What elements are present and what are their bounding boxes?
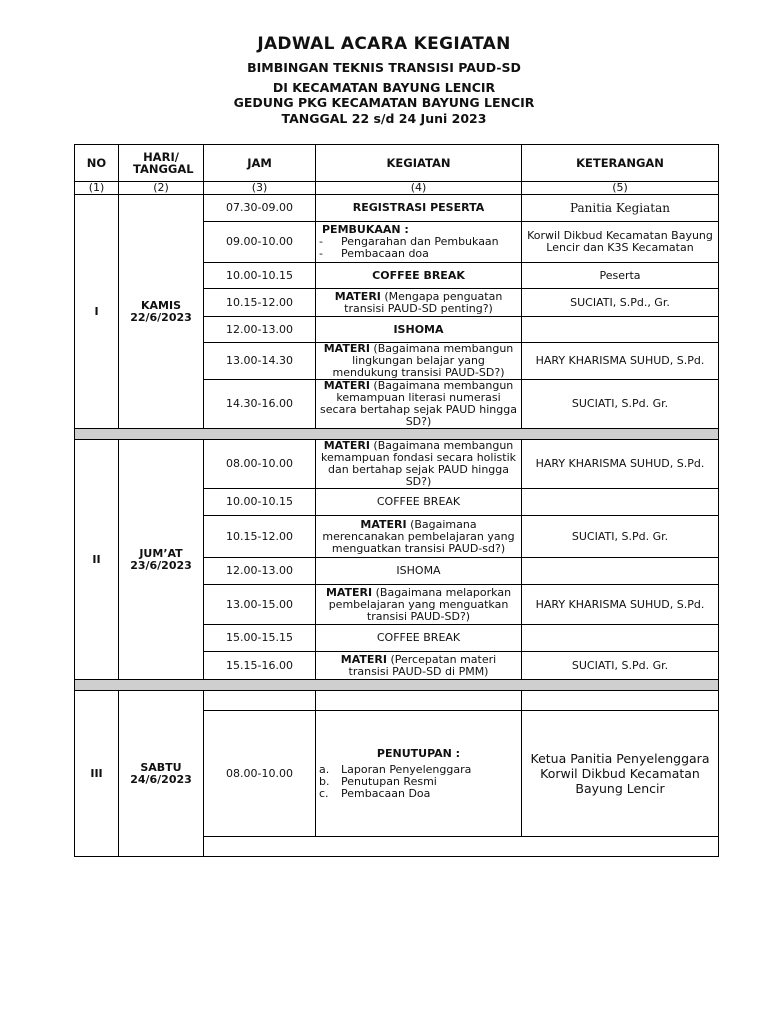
note-cell: SUCIATI, S.Pd. Gr.: [522, 516, 719, 558]
day-number: I: [75, 195, 119, 429]
activity-text: (Bagaimana membangun lingkungan belajar yang mendukung transisi PAUD-SD?): [332, 342, 514, 379]
column-number: (4): [316, 182, 522, 195]
day-separator: [75, 429, 719, 440]
activity-cell: [316, 516, 522, 558]
activity-title: MATERI: [323, 379, 370, 392]
time-cell: 08.00-10.00: [204, 711, 316, 837]
list-text: Pembacaan Doa: [341, 786, 431, 800]
note-cell: Panitia Kegiatan: [522, 195, 719, 222]
activity-text: (Bagaimana melaporkan pembelajaran yang menguatkan transisi PAUD-SD?): [328, 585, 512, 623]
column-header: HARI/ TANGGAL: [119, 145, 204, 182]
schedule-table: [74, 144, 719, 857]
day-name: JUM’AT: [139, 546, 183, 560]
subtitle-line: TANGGAL 22 s/d 24 Juni 2023: [281, 111, 487, 126]
activity-list: [319, 236, 518, 260]
table-row: [75, 195, 719, 222]
subtitle-line: DI KECAMATAN BAYUNG LENCIR: [272, 80, 496, 95]
time-cell: 13.00-14.30: [204, 343, 316, 380]
activity-text: (Bagaimana membangun kemampuan fondasi secara holistik dan bertahap sejak PAUD hingga SD?): [321, 439, 516, 488]
time-cell: 15.15-16.00: [204, 652, 316, 680]
note-cell: HARY KHARISMA SUHUD, S.Pd.: [522, 585, 719, 625]
note-cell: SUCIATI, S.Pd. Gr.: [522, 652, 719, 680]
list-item: - Pengarahan dan Pembukaan: [319, 236, 518, 248]
time-cell: 10.15-12.00: [204, 516, 316, 558]
note-cell: Peserta: [522, 263, 719, 289]
activity-title: MATERI: [323, 342, 370, 355]
activity-title: PENUTUPAN :: [376, 746, 461, 760]
activity-title: MATERI: [360, 517, 407, 531]
activity-text: (Mengapa penguatan transisi PAUD-SD penting?): [344, 289, 503, 315]
empty-cell: [204, 837, 719, 857]
day-separator: [75, 680, 719, 691]
table-row: [75, 440, 719, 489]
time-cell: 15.00-15.15: [204, 625, 316, 652]
note-cell: HARY KHARISMA SUHUD, S.Pd.: [522, 440, 719, 489]
activity-title: MATERI: [340, 652, 387, 666]
note-cell: HARY KHARISMA SUHUD, S.Pd.: [522, 343, 719, 380]
activity-text: (Bagaimana membangun kemampuan literasi numerasi secara bertahap sejak PAUD hingga SD?): [320, 379, 517, 428]
note-cell: SUCIATI, S.Pd. Gr.: [522, 380, 719, 429]
day-cell: [119, 440, 204, 680]
header-row: [75, 145, 719, 182]
note-cell: [522, 691, 719, 711]
column-header: NO: [75, 145, 119, 182]
note-cell: [522, 625, 719, 652]
activity-list: [319, 764, 518, 800]
day-date: 23/6/2023: [130, 558, 192, 572]
list-text: Penutupan Resmi: [341, 774, 437, 788]
activity-cell: COFFEE BREAK: [316, 263, 522, 289]
day-name: SABTU: [140, 760, 182, 774]
activity-cell: [316, 289, 522, 317]
day-cell: [119, 691, 204, 857]
note-cell: SUCIATI, S.Pd., Gr.: [522, 289, 719, 317]
time-cell: 09.00-10.00: [204, 222, 316, 263]
activity-text: (Bagaimana merencanakan pembelajaran yang menguatkan transisi PAUD-sd?): [322, 517, 515, 555]
time-cell: 07.30-09.00: [204, 195, 316, 222]
note-cell: Ketua Panitia Penyelenggara Korwil Dikbud Kecamatan Bayung Lencir: [522, 711, 719, 837]
table-row: [75, 691, 719, 711]
note-cell: [522, 317, 719, 343]
list-marker: b.: [319, 774, 330, 788]
list-marker: c.: [319, 786, 329, 800]
day-date: 22/6/2023: [130, 310, 192, 324]
list-item: - Pembacaan doa: [319, 248, 518, 260]
activity-cell: [316, 711, 522, 837]
document-title: JADWAL ACARA KEGIATAN: [257, 34, 511, 54]
day-number: II: [75, 440, 119, 680]
day-date: 24/6/2023: [130, 772, 192, 786]
column-number-row: [75, 182, 719, 195]
activity-cell: ISHOMA: [316, 317, 522, 343]
activity-title: MATERI: [325, 585, 373, 599]
activity-cell: ISHOMA: [316, 558, 522, 585]
activity-cell: [316, 440, 522, 489]
activity-cell: [316, 691, 522, 711]
time-cell: 14.30-16.00: [204, 380, 316, 429]
time-cell: 10.00-10.15: [204, 489, 316, 516]
list-marker: a.: [319, 762, 330, 776]
time-cell: 08.00-10.00: [204, 440, 316, 489]
activity-cell: COFFEE BREAK: [316, 625, 522, 652]
time-cell: [204, 691, 316, 711]
subtitle-line: GEDUNG PKG KECAMATAN BAYUNG LENCIR: [233, 95, 535, 110]
column-number: (3): [204, 182, 316, 195]
list-text: Laporan Penyelenggara: [341, 762, 472, 776]
activity-cell: [316, 222, 522, 263]
activity-cell: [316, 343, 522, 380]
list-item: [319, 788, 518, 800]
time-cell: 10.15-12.00: [204, 289, 316, 317]
time-cell: 12.00-13.00: [204, 558, 316, 585]
column-header: KEGIATAN: [316, 145, 522, 182]
day-number: III: [75, 691, 119, 857]
activity-cell: [316, 585, 522, 625]
column-number: (1): [75, 182, 119, 195]
activity-title: PEMBUKAAN :: [322, 223, 409, 236]
day-cell: [119, 195, 204, 429]
time-cell: 10.00-10.15: [204, 263, 316, 289]
activity-cell: [316, 652, 522, 680]
activity-cell: COFFEE BREAK: [316, 489, 522, 516]
column-header: KETERANGAN: [522, 145, 719, 182]
note-cell: [522, 558, 719, 585]
activity-title: MATERI: [323, 439, 370, 452]
day-name: KAMIS: [141, 298, 181, 312]
activity-text: (Percepatan materi transisi PAUD-SD di PMM): [348, 652, 497, 678]
column-header: JAM: [204, 145, 316, 182]
note-cell: [522, 489, 719, 516]
activity-cell: REGISTRASI PESERTA: [316, 195, 522, 222]
subtitle-line: BIMBINGAN TEKNIS TRANSISI PAUD-SD: [247, 60, 521, 75]
activity-cell: [316, 380, 522, 429]
column-number: (5): [522, 182, 719, 195]
column-number: (2): [119, 182, 204, 195]
time-cell: 12.00-13.00: [204, 317, 316, 343]
activity-title: MATERI: [334, 289, 381, 303]
time-cell: 13.00-15.00: [204, 585, 316, 625]
note-cell: Korwil Dikbud Kecamatan Bayung Lencir dan K3S Kecamatan: [522, 222, 719, 263]
